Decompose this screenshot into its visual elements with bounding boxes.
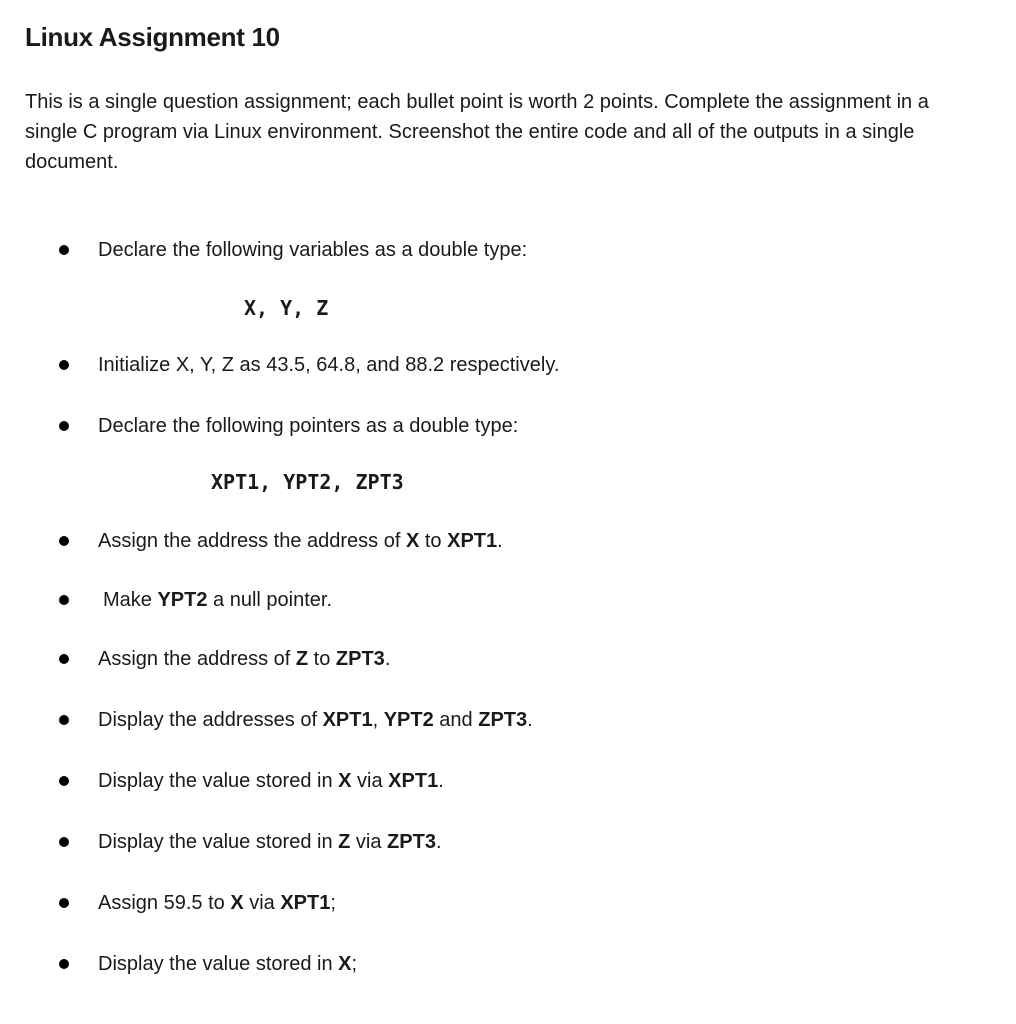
list-item-text <box>98 647 390 671</box>
code-variables: X, Y, Z <box>244 296 329 320</box>
bullet-dot-icon <box>59 421 69 431</box>
list-item-text <box>98 952 357 976</box>
bold-term: X <box>338 953 352 975</box>
bold-term: XPT1 <box>280 892 331 914</box>
text-segment: Declare the following variables as a double type: <box>98 239 528 261</box>
bullet-dot-icon <box>59 959 69 969</box>
bold-term: X <box>230 892 244 914</box>
text-segment: Display the value stored in <box>98 831 339 853</box>
bold-term: XPT1 <box>388 770 439 792</box>
text-segment: , <box>372 709 384 731</box>
text-segment: and <box>433 709 479 731</box>
text-segment: Assign the address of <box>98 648 296 670</box>
list-item-text <box>103 588 332 612</box>
text-segment: Display the addresses of <box>98 709 323 731</box>
bullet-dot-icon <box>59 837 69 847</box>
text-segment: to <box>419 530 448 552</box>
bullet-dot-icon <box>59 245 69 255</box>
list-item-text <box>98 708 533 732</box>
bold-term: XPT1 <box>447 530 498 552</box>
list-item-text <box>98 353 559 377</box>
text-segment: Assign 59.5 to <box>98 892 231 914</box>
text-segment: Make <box>103 589 158 611</box>
bold-term: YPT2 <box>157 589 208 611</box>
bullet-dot-icon <box>59 898 69 908</box>
text-segment: . <box>438 770 444 792</box>
text-segment: ; <box>330 892 336 914</box>
text-segment: . <box>497 530 503 552</box>
bullet-dot-icon <box>59 536 69 546</box>
bold-term: XPT1 <box>322 709 373 731</box>
text-segment: Display the value stored in <box>98 953 339 975</box>
list-item-text <box>98 769 444 793</box>
bullet-dot-icon <box>59 654 69 664</box>
bold-term: ZPT3 <box>335 648 385 670</box>
bullet-dot-icon <box>59 595 69 605</box>
bold-term: ZPT3 <box>387 831 436 853</box>
text-segment: Assign the address the address of <box>98 530 406 552</box>
intro-paragraph: This is a single question assignment; each bullet point is worth 2 points. Complete the assignment in a single C program via Linux environment. Screenshot the entire code and all of the outputs in a single document. <box>25 91 929 173</box>
text-segment: Display the value stored in <box>98 770 339 792</box>
code-pointers: XPT1, YPT2, ZPT3 <box>211 470 404 494</box>
text-segment: ; <box>351 953 358 975</box>
list-item-text <box>98 891 336 915</box>
bullet-dot-icon <box>59 360 69 370</box>
text-segment: to <box>308 648 336 670</box>
text-segment: Declare the following pointers as a double type: <box>98 415 519 437</box>
list-item-text <box>98 238 527 262</box>
bold-term: ZPT3 <box>478 709 528 731</box>
text-segment: . <box>384 648 391 670</box>
bold-term: Z <box>338 831 351 853</box>
list-item-text <box>98 414 518 438</box>
text-segment: via <box>351 770 389 792</box>
text-segment: via <box>243 892 281 914</box>
list-item-text <box>98 529 503 553</box>
bullet-dot-icon <box>59 776 69 786</box>
bold-term: YPT2 <box>383 709 434 731</box>
bold-term: X <box>405 530 420 552</box>
text-segment: via <box>350 831 388 853</box>
bold-term: Z <box>295 648 309 670</box>
text-segment: a null pointer. <box>207 589 333 611</box>
document-title: Linux Assignment 10 <box>25 22 280 52</box>
text-segment: . <box>527 709 533 731</box>
bullet-dot-icon <box>59 715 69 725</box>
list-item-text <box>98 830 442 854</box>
bold-term: X <box>338 770 352 792</box>
text-segment: Initialize X, Y, Z as 43.5, 64.8, and 88.2 respectively. <box>98 354 560 376</box>
text-segment: . <box>435 831 442 853</box>
